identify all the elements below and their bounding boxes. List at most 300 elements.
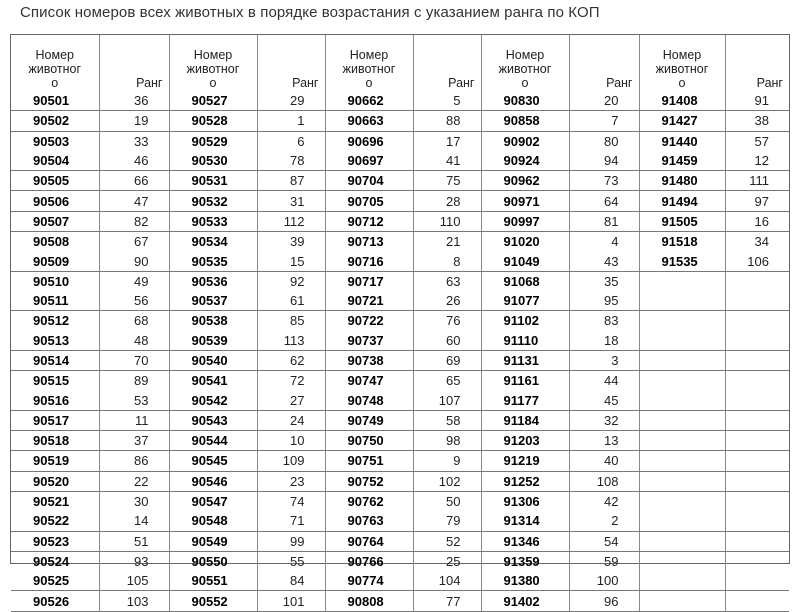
animal-number-cell: 90762 bbox=[325, 491, 413, 511]
rank-cell: 3 bbox=[569, 350, 639, 370]
rank-cell: 12 bbox=[725, 151, 789, 171]
rank-cell bbox=[725, 531, 789, 551]
rank-cell: 18 bbox=[569, 331, 639, 351]
rank-cell bbox=[725, 511, 789, 531]
rank-cell: 56 bbox=[99, 291, 169, 311]
animal-number-cell: 90541 bbox=[169, 371, 257, 391]
animal-number-cell: 90808 bbox=[325, 591, 413, 611]
rank-cell: 113 bbox=[257, 331, 325, 351]
rank-cell: 1 bbox=[257, 111, 325, 131]
animal-number-cell: 90749 bbox=[325, 410, 413, 430]
animal-number-cell: 90540 bbox=[169, 350, 257, 370]
rank-cell: 23 bbox=[257, 471, 325, 491]
rank-cell: 64 bbox=[569, 191, 639, 211]
animal-number-cell: 91380 bbox=[481, 571, 569, 591]
rank-cell: 31 bbox=[257, 191, 325, 211]
animal-number-cell: 90551 bbox=[169, 571, 257, 591]
table-row bbox=[11, 331, 789, 351]
rank-cell: 6 bbox=[257, 131, 325, 151]
rank-cell: 90 bbox=[99, 251, 169, 271]
animal-number-cell bbox=[639, 571, 725, 591]
column-header-rank: Ранг bbox=[99, 35, 169, 91]
table-row bbox=[11, 511, 789, 531]
animal-number-cell: 90546 bbox=[169, 471, 257, 491]
rank-cell bbox=[725, 311, 789, 331]
animal-number-cell: 90506 bbox=[11, 191, 99, 211]
animal-number-cell: 91535 bbox=[639, 251, 725, 271]
animal-number-cell: 90529 bbox=[169, 131, 257, 151]
animal-number-cell: 90774 bbox=[325, 571, 413, 591]
rank-cell: 37 bbox=[99, 431, 169, 451]
rank-cell: 41 bbox=[413, 151, 481, 171]
animal-number-cell: 90521 bbox=[33, 494, 70, 510]
animal-number-cell: 90505 bbox=[11, 171, 99, 191]
animal-number-cell: 91203 bbox=[481, 431, 569, 451]
rank-cell: 29 bbox=[257, 91, 325, 111]
rank-cell: 10 bbox=[257, 431, 325, 451]
animal-number-cell: 90716 bbox=[325, 251, 413, 271]
animal-number-cell: 90522 bbox=[11, 511, 99, 531]
animal-number-cell: 91219 bbox=[481, 451, 569, 471]
animal-number-cell: 91306 bbox=[481, 491, 569, 511]
column-header-number bbox=[639, 35, 725, 91]
table-row bbox=[11, 471, 789, 491]
animal-number-cell bbox=[639, 271, 725, 291]
animal-number-cell: 90507 bbox=[11, 211, 99, 231]
animal-number-cell: 90548 bbox=[169, 511, 257, 531]
rank-cell: 106 bbox=[725, 251, 789, 271]
animal-number-cell: 90902 bbox=[481, 131, 569, 151]
animal-number-cell: 91346 bbox=[481, 531, 569, 551]
rank-cell: 17 bbox=[413, 131, 481, 151]
animal-number-cell: 90525 bbox=[11, 571, 99, 591]
animal-number-cell bbox=[639, 471, 725, 491]
animal-number-cell: 91177 bbox=[481, 390, 569, 410]
rank-cell: 65 bbox=[413, 371, 481, 391]
column-header-number-line: Номер bbox=[505, 48, 545, 62]
animal-number-cell: 90528 bbox=[169, 111, 257, 131]
column-header-rank: Ранг bbox=[413, 35, 481, 91]
rank-cell bbox=[725, 390, 789, 410]
rank-cell: 83 bbox=[569, 311, 639, 331]
rank-cell: 107 bbox=[413, 390, 481, 410]
rank-cell: 72 bbox=[257, 371, 325, 391]
rank-cell bbox=[725, 410, 789, 430]
rank-cell: 28 bbox=[413, 191, 481, 211]
rank-cell bbox=[725, 451, 789, 471]
rank-cell: 71 bbox=[257, 511, 325, 531]
animal-number-cell: 91402 bbox=[481, 591, 569, 611]
rank-cell: 85 bbox=[257, 311, 325, 331]
rank-cell: 5 bbox=[413, 91, 481, 111]
animal-number-cell: 90552 bbox=[169, 591, 257, 611]
animal-number-cell: 90502 bbox=[11, 111, 99, 131]
rank-cell: 50 bbox=[413, 491, 481, 511]
animal-number-cell: 90510 bbox=[33, 273, 70, 289]
rank-cell: 54 bbox=[569, 531, 639, 551]
rank-cell: 69 bbox=[413, 350, 481, 370]
rank-cell: 112 bbox=[257, 211, 325, 231]
animal-number-cell: 91408 bbox=[639, 91, 725, 111]
animal-number-cell: 91049 bbox=[481, 251, 569, 271]
animal-number-cell: 90515 bbox=[33, 373, 70, 389]
animal-number-cell: 90532 bbox=[169, 191, 257, 211]
column-header-rank: Ранг bbox=[725, 35, 789, 91]
table-row bbox=[11, 131, 789, 151]
rank-table bbox=[11, 35, 789, 612]
rank-cell: 9 bbox=[413, 451, 481, 471]
rank-cell: 96 bbox=[569, 591, 639, 611]
animal-number-cell bbox=[639, 390, 725, 410]
animal-number-cell: 90503 bbox=[33, 133, 70, 149]
rank-cell: 26 bbox=[413, 291, 481, 311]
animal-number-cell bbox=[639, 551, 725, 571]
rank-cell: 58 bbox=[413, 410, 481, 430]
rank-cell bbox=[725, 491, 789, 511]
animal-number-cell: 90858 bbox=[481, 111, 569, 131]
rank-cell: 81 bbox=[569, 211, 639, 231]
rank-cell: 49 bbox=[99, 271, 169, 291]
rank-cell: 73 bbox=[569, 171, 639, 191]
rank-cell: 108 bbox=[569, 471, 639, 491]
rank-cell: 51 bbox=[99, 531, 169, 551]
rank-cell: 24 bbox=[257, 410, 325, 430]
animal-number-cell: 91077 bbox=[481, 291, 569, 311]
animal-number-cell: 91505 bbox=[639, 211, 725, 231]
rank-cell: 16 bbox=[725, 211, 789, 231]
animal-number-cell: 90518 bbox=[11, 431, 99, 451]
animal-number-cell: 90721 bbox=[325, 291, 413, 311]
rank-cell: 43 bbox=[569, 251, 639, 271]
column-header-number-line: животног bbox=[655, 62, 709, 76]
rank-cell: 80 bbox=[569, 131, 639, 151]
animal-number-cell: 90764 bbox=[325, 531, 413, 551]
animal-number-cell: 90534 bbox=[169, 232, 257, 252]
animal-number-cell: 90524 bbox=[33, 553, 70, 569]
animal-number-cell: 90535 bbox=[169, 251, 257, 271]
animal-number-cell: 90514 bbox=[11, 350, 99, 370]
animal-number-cell: 90539 bbox=[169, 331, 257, 351]
animal-number-cell: 90747 bbox=[325, 371, 413, 391]
rank-cell: 63 bbox=[413, 271, 481, 291]
rank-cell: 76 bbox=[413, 311, 481, 331]
rank-cell: 95 bbox=[569, 291, 639, 311]
animal-number-cell: 91440 bbox=[639, 131, 725, 151]
rank-cell: 44 bbox=[569, 371, 639, 391]
animal-number-cell: 90924 bbox=[481, 151, 569, 171]
column-header-number-line: Номер bbox=[193, 48, 233, 62]
animal-number-cell: 91252 bbox=[481, 471, 569, 491]
table-row bbox=[11, 431, 789, 451]
rank-cell: 19 bbox=[99, 111, 169, 131]
rank-cell: 21 bbox=[413, 232, 481, 252]
rank-cell: 61 bbox=[257, 291, 325, 311]
rank-cell: 111 bbox=[725, 171, 789, 191]
animal-number-cell bbox=[639, 531, 725, 551]
animal-number-cell: 90536 bbox=[169, 271, 257, 291]
animal-number-cell: 90509 bbox=[11, 251, 99, 271]
rank-cell: 33 bbox=[99, 131, 169, 151]
rank-cell: 48 bbox=[99, 331, 169, 351]
animal-number-cell: 90538 bbox=[169, 311, 257, 331]
header-row bbox=[11, 35, 789, 91]
animal-number-cell: 91359 bbox=[481, 551, 569, 571]
animal-number-cell bbox=[639, 331, 725, 351]
column-header-number-line: о bbox=[209, 76, 217, 90]
table-row bbox=[11, 211, 789, 231]
rank-cell: 55 bbox=[257, 551, 325, 571]
rank-cell: 42 bbox=[569, 491, 639, 511]
table-row bbox=[11, 111, 789, 131]
rank-cell: 103 bbox=[99, 591, 169, 611]
column-header-number-line: животног bbox=[498, 62, 552, 76]
table-row bbox=[11, 390, 789, 410]
rank-cell: 93 bbox=[99, 551, 169, 571]
rank-cell: 77 bbox=[413, 591, 481, 611]
animal-number-cell bbox=[639, 431, 725, 451]
column-header-number-line: животног bbox=[28, 62, 82, 76]
animal-number-cell: 90750 bbox=[325, 431, 413, 451]
table-body bbox=[11, 91, 789, 611]
rank-cell: 34 bbox=[725, 232, 789, 252]
rank-cell: 88 bbox=[413, 111, 481, 131]
animal-number-cell: 90550 bbox=[169, 551, 257, 571]
animal-number-cell: 90752 bbox=[325, 471, 413, 491]
column-header-number-line: о bbox=[521, 76, 529, 90]
rank-cell: 8 bbox=[413, 251, 481, 271]
rank-cell: 97 bbox=[725, 191, 789, 211]
animal-number-cell bbox=[639, 311, 725, 331]
animal-number-cell: 90962 bbox=[481, 171, 569, 191]
animal-number-cell: 90763 bbox=[325, 511, 413, 531]
rank-cell: 84 bbox=[257, 571, 325, 591]
rank-cell: 74 bbox=[257, 491, 325, 511]
animal-number-cell: 90662 bbox=[325, 91, 413, 111]
column-header-number-line: о bbox=[678, 76, 686, 90]
animal-number-cell: 90543 bbox=[169, 410, 257, 430]
rank-cell bbox=[725, 271, 789, 291]
animal-number-cell: 91314 bbox=[481, 511, 569, 531]
animal-number-cell: 90512 bbox=[33, 313, 70, 329]
rank-cell: 7 bbox=[569, 111, 639, 131]
rank-cell bbox=[725, 571, 789, 591]
rank-cell: 53 bbox=[99, 390, 169, 410]
table-row bbox=[11, 531, 789, 551]
table-row bbox=[11, 191, 789, 211]
animal-number-cell: 90717 bbox=[325, 271, 413, 291]
column-header-number bbox=[481, 35, 569, 91]
rank-cell: 39 bbox=[257, 232, 325, 252]
animal-number-cell: 90971 bbox=[481, 191, 569, 211]
animal-number-cell: 90830 bbox=[481, 91, 569, 111]
animal-number-cell: 91494 bbox=[639, 191, 725, 211]
animal-number-cell: 90545 bbox=[169, 451, 257, 471]
rank-cell: 46 bbox=[99, 151, 169, 171]
rank-cell: 89 bbox=[99, 371, 169, 391]
rank-cell: 98 bbox=[413, 431, 481, 451]
table-row bbox=[11, 451, 789, 471]
rank-cell: 87 bbox=[257, 171, 325, 191]
rank-cell: 70 bbox=[99, 350, 169, 370]
animal-number-cell: 91184 bbox=[481, 410, 569, 430]
rank-cell: 36 bbox=[99, 91, 169, 111]
page-title: Список номеров всех животных в порядке возрастания с указанием ранга по КОП bbox=[20, 4, 600, 21]
rank-cell: 92 bbox=[257, 271, 325, 291]
table-row bbox=[11, 491, 789, 511]
table-row bbox=[11, 371, 789, 391]
rank-cell: 99 bbox=[257, 531, 325, 551]
rank-cell: 30 bbox=[99, 491, 169, 511]
rank-cell: 47 bbox=[99, 191, 169, 211]
rank-cell: 67 bbox=[99, 232, 169, 252]
rank-cell: 109 bbox=[257, 451, 325, 471]
column-header-number-line: животног bbox=[342, 62, 396, 76]
animal-number-cell: 90738 bbox=[325, 350, 413, 370]
table-row bbox=[11, 591, 789, 611]
animal-number-cell: 90526 bbox=[11, 591, 99, 611]
table-row bbox=[11, 151, 789, 171]
rank-cell: 94 bbox=[569, 151, 639, 171]
animal-number-cell: 90533 bbox=[169, 211, 257, 231]
rank-cell: 62 bbox=[257, 350, 325, 370]
column-header-number-line: о bbox=[51, 76, 59, 90]
rank-cell bbox=[725, 471, 789, 491]
rank-cell: 110 bbox=[413, 211, 481, 231]
animal-number-cell: 90508 bbox=[33, 234, 70, 250]
animal-number-cell: 90547 bbox=[169, 491, 257, 511]
animal-number-cell: 90520 bbox=[11, 471, 99, 491]
animal-number-cell: 90511 bbox=[11, 291, 99, 311]
animal-number-cell: 90696 bbox=[325, 131, 413, 151]
animal-number-cell: 90704 bbox=[325, 171, 413, 191]
animal-number-cell: 90519 bbox=[11, 451, 99, 471]
rank-cell: 78 bbox=[257, 151, 325, 171]
animal-number-cell: 90712 bbox=[325, 211, 413, 231]
table-row bbox=[11, 171, 789, 191]
column-header-number-line: о bbox=[365, 76, 373, 90]
column-header-number-line: Номер bbox=[35, 48, 74, 62]
animal-number-cell: 90504 bbox=[11, 151, 99, 171]
table-row bbox=[11, 551, 789, 571]
rank-cell: 100 bbox=[569, 571, 639, 591]
rank-cell: 79 bbox=[413, 511, 481, 531]
animal-number-cell: 90544 bbox=[169, 431, 257, 451]
animal-number-cell bbox=[639, 491, 725, 511]
rank-cell: 52 bbox=[413, 531, 481, 551]
animal-number-cell: 91427 bbox=[639, 111, 725, 131]
animal-number-cell bbox=[639, 350, 725, 370]
animal-number-cell: 90517 bbox=[11, 410, 99, 430]
animal-number-cell: 91480 bbox=[639, 171, 725, 191]
rank-cell: 57 bbox=[725, 131, 789, 151]
table-row bbox=[11, 251, 789, 271]
animal-number-cell: 90549 bbox=[169, 531, 257, 551]
rank-cell: 38 bbox=[725, 111, 789, 131]
animal-number-cell: 90713 bbox=[325, 232, 413, 252]
animal-number-cell bbox=[639, 371, 725, 391]
animal-number-cell: 90737 bbox=[325, 331, 413, 351]
rank-cell: 82 bbox=[99, 211, 169, 231]
animal-number-cell: 90531 bbox=[169, 171, 257, 191]
animal-number-cell: 90997 bbox=[481, 211, 569, 231]
rank-cell bbox=[725, 431, 789, 451]
rank-cell bbox=[725, 350, 789, 370]
column-header-rank: Ранг bbox=[569, 35, 639, 91]
rank-cell: 25 bbox=[413, 551, 481, 571]
animal-number-cell: 91102 bbox=[481, 311, 569, 331]
animal-number-cell: 90663 bbox=[325, 111, 413, 131]
rank-cell: 91 bbox=[725, 91, 789, 111]
animal-number-cell: 90513 bbox=[11, 331, 99, 351]
rank-cell: 11 bbox=[99, 410, 169, 430]
animal-number-cell: 91459 bbox=[639, 151, 725, 171]
rank-cell: 27 bbox=[257, 390, 325, 410]
column-header-number bbox=[11, 35, 99, 91]
rank-cell: 86 bbox=[99, 451, 169, 471]
rank-cell: 105 bbox=[99, 571, 169, 591]
column-header-number-line: животног bbox=[186, 62, 240, 76]
table-row bbox=[11, 232, 789, 252]
animal-number-cell: 90516 bbox=[11, 390, 99, 410]
rank-cell: 4 bbox=[569, 232, 639, 252]
animal-number-cell: 90537 bbox=[169, 291, 257, 311]
rank-cell: 101 bbox=[257, 591, 325, 611]
animal-number-cell: 91161 bbox=[481, 371, 569, 391]
rank-cell: 20 bbox=[569, 91, 639, 111]
animal-number-cell bbox=[639, 451, 725, 471]
table-row bbox=[11, 291, 789, 311]
rank-cell: 13 bbox=[569, 431, 639, 451]
animal-number-cell: 90748 bbox=[325, 390, 413, 410]
animal-number-cell: 90705 bbox=[325, 191, 413, 211]
rank-cell: 35 bbox=[569, 271, 639, 291]
column-header-number-line: Номер bbox=[349, 48, 389, 62]
animal-number-cell: 90697 bbox=[325, 151, 413, 171]
rank-cell: 14 bbox=[99, 511, 169, 531]
animal-number-cell bbox=[639, 591, 725, 611]
animal-number-cell bbox=[639, 511, 725, 531]
column-header-number-line: Номер bbox=[662, 48, 702, 62]
column-header-rank: Ранг bbox=[257, 35, 325, 91]
animal-number-cell: 90530 bbox=[169, 151, 257, 171]
table-row bbox=[11, 571, 789, 591]
rank-cell bbox=[725, 331, 789, 351]
rank-cell bbox=[725, 591, 789, 611]
animal-number-cell: 90542 bbox=[169, 390, 257, 410]
animal-number-cell: 91068 bbox=[481, 271, 569, 291]
animal-number-cell: 90527 bbox=[169, 91, 257, 111]
rank-cell: 68 bbox=[99, 311, 169, 331]
animal-number-cell: 90523 bbox=[11, 531, 99, 551]
rank-cell: 2 bbox=[569, 511, 639, 531]
rank-cell: 75 bbox=[413, 171, 481, 191]
animal-number-cell: 91131 bbox=[481, 350, 569, 370]
rank-cell: 40 bbox=[569, 451, 639, 471]
rank-cell: 45 bbox=[569, 390, 639, 410]
animal-number-cell: 91020 bbox=[481, 232, 569, 252]
table-row bbox=[11, 271, 789, 291]
rank-cell: 102 bbox=[413, 471, 481, 491]
rank-cell: 104 bbox=[413, 571, 481, 591]
animal-number-cell: 91518 bbox=[639, 232, 725, 252]
table-row bbox=[11, 311, 789, 331]
rank-cell: 32 bbox=[569, 410, 639, 430]
table-row bbox=[11, 410, 789, 430]
rank-cell: 59 bbox=[569, 551, 639, 571]
rank-cell bbox=[725, 551, 789, 571]
animal-number-cell: 90722 bbox=[325, 311, 413, 331]
rank-cell: 15 bbox=[257, 251, 325, 271]
